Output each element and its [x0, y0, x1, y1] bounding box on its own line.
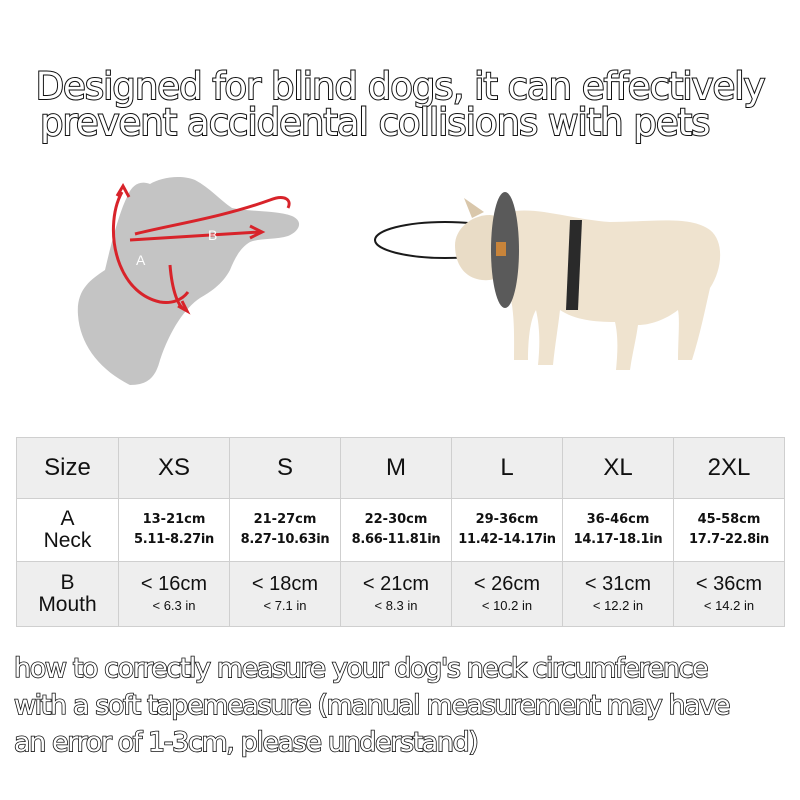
neck-in: 8.27-10.63in [240, 532, 330, 547]
size-header-xs: XS [119, 438, 230, 499]
size-chart-table [16, 437, 785, 627]
mouth-cm: < 21cm [362, 573, 430, 595]
neck-letter: A [60, 507, 75, 530]
mouth-cell-l [452, 562, 563, 627]
headline-line-2: prevent accidental collisions with pets [40, 101, 710, 144]
neck-cm: 13-21cm [142, 512, 206, 527]
diagram-label-a: A [136, 252, 146, 268]
dog-wearing-halo-photo [360, 160, 740, 390]
neck-cell-m [341, 499, 452, 562]
size-header-row [17, 438, 785, 499]
size-header-m: M [341, 438, 452, 499]
size-header-s: S [230, 438, 341, 499]
size-header-xl: XL [563, 438, 674, 499]
neck-cell-2xl [674, 499, 785, 562]
neck-cm: 21-27cm [253, 512, 317, 527]
mouth-cell-2xl [674, 562, 785, 627]
diagram-label-b: B [208, 227, 218, 243]
halo-buckle [496, 242, 506, 256]
neck-in: 14.17-18.1in [573, 532, 663, 547]
neck-in: 8.66-11.81in [351, 532, 441, 547]
mouth-in: < 10.2 in [481, 598, 533, 613]
neck-row-label [17, 499, 119, 562]
neck-cell-l [452, 499, 563, 562]
dog-head-silhouette [78, 177, 299, 385]
neck-cell-s [230, 499, 341, 562]
neck-name: Neck [43, 529, 92, 552]
neck-cm: 29-36cm [475, 512, 539, 527]
measure-note-line-1: how to correctly measure your dog's neck circumference [14, 653, 708, 684]
mouth-cell-m [341, 562, 452, 627]
mouth-letter: B [60, 571, 75, 594]
headline-line-1: Designed for blind dogs, it can effectively [35, 65, 765, 108]
size-header-label: Size [17, 438, 119, 499]
dog-ear [464, 198, 484, 218]
mouth-name: Mouth [38, 593, 97, 616]
mouth-cm: < 31cm [584, 573, 652, 595]
mouth-row-label [17, 562, 119, 627]
neck-cm: 22-30cm [364, 512, 428, 527]
size-header-l: L [452, 438, 563, 499]
mouth-cell-xl [563, 562, 674, 627]
mouth-in: < 8.3 in [374, 598, 418, 613]
mouth-cm: < 16cm [140, 573, 208, 595]
neck-cm: 45-58cm [697, 512, 761, 527]
mouth-cell-xs [119, 562, 230, 627]
mouth-cm: < 26cm [473, 573, 541, 595]
mouth-cm: < 36cm [695, 573, 763, 595]
neck-in: 17.7-22.8in [689, 532, 769, 547]
neck-in: 11.42-14.17in [458, 532, 556, 547]
mouth-row [17, 562, 785, 627]
mouth-cm: < 18cm [251, 573, 319, 595]
mouth-in: < 14.2 in [703, 598, 755, 613]
neck-cm: 36-46cm [586, 512, 650, 527]
size-header-2xl: 2XL [674, 438, 785, 499]
mouth-cell-s [230, 562, 341, 627]
measure-note-line-2: with a soft tapemeasure (manual measurement may have [14, 690, 730, 721]
measure-note-line-3: an error of 1-3cm, please understand) [14, 727, 478, 758]
neck-cell-xs [119, 499, 230, 562]
mouth-in: < 12.2 in [592, 598, 644, 613]
mouth-in: < 6.3 in [152, 598, 196, 613]
neck-in: 5.11-8.27in [134, 532, 214, 547]
neck-row [17, 499, 785, 562]
measurement-diagram [60, 170, 360, 400]
neck-cell-xl [563, 499, 674, 562]
mouth-in: < 7.1 in [263, 598, 307, 613]
